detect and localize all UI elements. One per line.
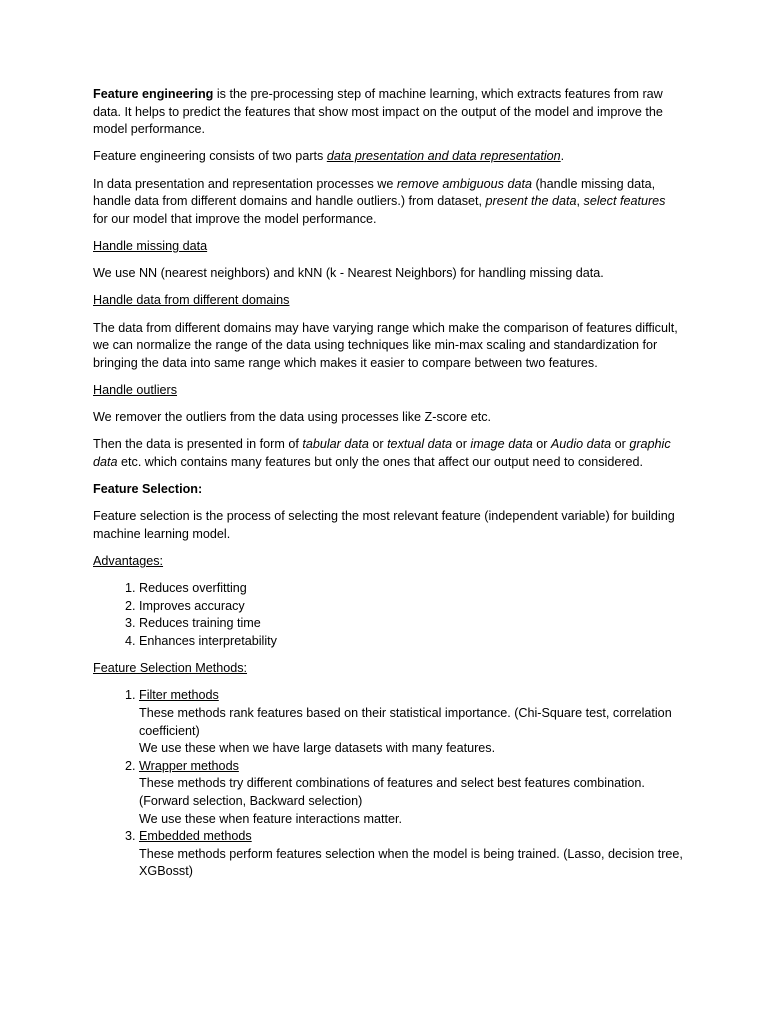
presented-text-1: Then the data is presented in form of <box>93 437 303 452</box>
processes-italic-2: present the data <box>485 194 577 209</box>
processes-text-4: for our model that improve the model performance. <box>93 211 377 226</box>
feature-selection-heading-text: Feature Selection: <box>93 482 203 497</box>
method-usage-filter: We use these when we have large datasets with many features. <box>139 741 496 756</box>
processes-text-3: , <box>576 194 584 209</box>
presented-text-3: or <box>452 437 471 452</box>
methods-heading: Feature Selection Methods: <box>93 661 248 676</box>
domains-heading: Handle data from different domains <box>93 293 290 308</box>
presented-text-6: etc. which contains many features but only the ones that affect our output need to considered. <box>117 454 644 469</box>
presented-italic-5: graphic data <box>93 437 671 469</box>
method-usage-wrapper: We use these when feature interactions matter. <box>139 811 402 826</box>
method-desc-filter: These methods rank features based on their statistical importance. (Chi-Square test, correlation coefficient) <box>139 705 672 738</box>
method-title-wrapper: 2. Wrapper methods <box>139 758 239 773</box>
method-desc-wrapper: These methods try different combinations of features and select best features combination. (Forward selection, Backward selection) <box>139 776 645 808</box>
domains-body: The data from different domains may have varying range which make the comparison of features difficult, we can normalize the range of the data using techniques like min-max scaling and standardization for bringing the data into same range which makes it easier to compare between two features. <box>93 320 678 370</box>
intro-bold-term: Feature engineering <box>93 87 214 101</box>
list-item: 3. Reduces training time <box>139 615 683 633</box>
intro-text: is the pre-processing step of machine learning, which extracts features from raw data. It helps to predict the features that show most impact on the output of the model and improve the model performance. <box>93 87 663 137</box>
presented-text-5: or <box>611 437 630 452</box>
method-desc-embedded: These methods perform features selection when the model is being trained. (Lasso, decision tree, XGBosst) <box>139 846 683 879</box>
parts-emphasis: data presentation and data representation <box>326 149 561 164</box>
presented-text-4: or <box>532 437 551 452</box>
presented-paragraph <box>93 436 683 471</box>
document-page <box>93 86 683 890</box>
processes-italic-1: remove ambiguous data <box>396 176 532 191</box>
presented-italic-4: Audio data <box>550 437 612 452</box>
presented-italic-3: image data <box>470 437 533 452</box>
missing-data-body: We use NN (nearest neighbors) and kNN (k - Nearest Neighbors) for handling missing data. <box>93 266 604 281</box>
method-title-embedded: 3. Embedded methods <box>139 829 252 844</box>
methods-list <box>93 687 683 881</box>
intro-paragraph <box>93 86 683 139</box>
list-item: 2. Improves accuracy <box>139 598 683 616</box>
list-item: 1. Reduces overfitting <box>139 580 683 598</box>
outliers-heading: Handle outliers <box>93 382 178 397</box>
list-item <box>139 687 683 757</box>
processes-text-1: In data presentation and representation processes we <box>93 176 397 191</box>
feature-selection-body: Feature selection is the process of selecting the most relevant feature (independent variable) for building machine learning model. <box>93 509 675 541</box>
method-title-filter: 1. Filter methods <box>139 688 219 703</box>
processes-paragraph <box>93 176 683 229</box>
list-item: 4. Enhances interpretability <box>139 633 683 651</box>
advantages-heading: Advantages: <box>93 554 164 568</box>
presented-text-2: or <box>368 437 388 452</box>
feature-selection-heading <box>93 481 683 499</box>
list-item <box>139 758 683 828</box>
outliers-body: We remover the outliers from the data using processes like Z-score etc. <box>93 410 492 425</box>
processes-text-2: (handle missing data, handle data from different domains and handle outliers.) from dataset, <box>93 176 656 209</box>
parts-tail: . <box>560 149 565 164</box>
parts-paragraph <box>93 148 683 166</box>
advantages-list <box>93 580 683 650</box>
processes-italic-3: select features <box>583 194 666 209</box>
list-item <box>139 828 683 881</box>
presented-italic-2: textual data <box>387 437 453 452</box>
presented-italic-1: tabular data <box>302 437 369 452</box>
missing-data-heading: Handle missing data <box>93 238 208 253</box>
parts-lead: Feature engineering consists of two parts <box>93 149 327 164</box>
